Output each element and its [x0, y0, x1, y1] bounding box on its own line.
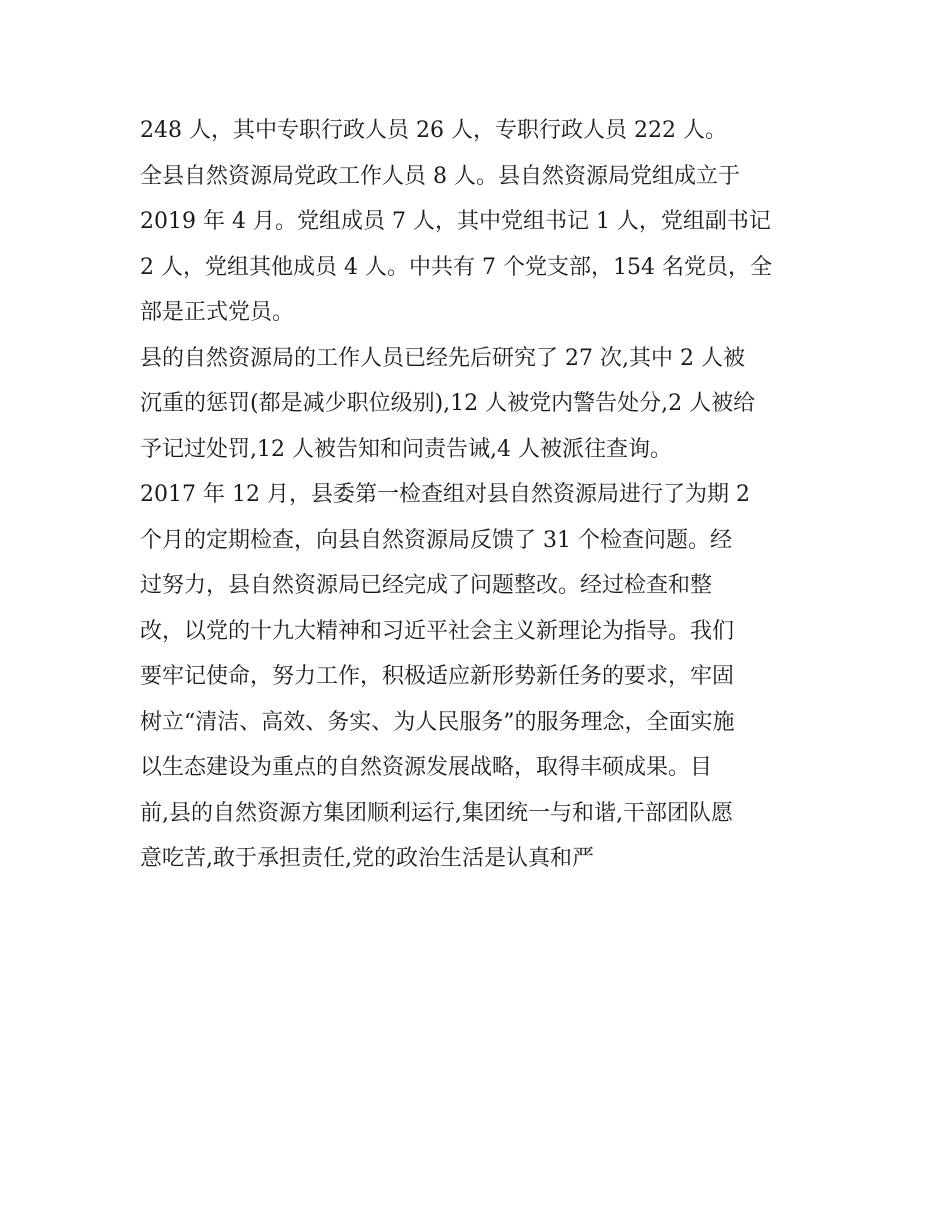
text-line-16: 前,县的自然资源方集团顺利运行,集团统一与和谐,干部团队愿 — [140, 800, 733, 826]
text-line-17: 意吃苦,敢于承担责任,党的政治生活是认真和严 — [140, 846, 594, 871]
text-line-15: 以生态建设为重点的自然资源发展战略，取得丰硕成果。目 — [140, 755, 713, 780]
text-line-14: 树立“清洁、高效、务实、为人民服务”的服务理念，全面实施 — [140, 709, 735, 735]
text-line-10: 个月的定期检查，向县自然资源局反馈了 31 个检查问题。经 — [140, 527, 732, 553]
text-line-12: 改，以党的十九大精神和习近平社会主义新理论为指导。我们 — [140, 618, 735, 644]
text-line-4: 2 人，党组其他成员 4 人。中共有 7 个党支部，154 名党员，全 — [140, 254, 772, 280]
body-text — [140, 108, 820, 882]
text-line-3: 2019 年 4 月。党组成员 7 人，其中党组书记 1 人，党组副书记 — [140, 209, 771, 234]
text-line-1: 248 人，其中专职行政人员 26 人，专职行政人员 222 人。 — [140, 118, 727, 143]
text-line-7: 沉重的惩罚(都是减少职位级别),12 人被党内警告处分,2 人被给 — [140, 391, 756, 416]
text-line-8: 予记过处罚,12 人被告知和问责告诫,4 人被派往查询。 — [140, 436, 672, 462]
text-line-11: 过努力，县自然资源局已经完成了问题整改。经过检查和整 — [140, 573, 713, 598]
text-line-2: 全县自然资源局党政工作人员 8 人。县自然资源局党组成立于 — [140, 163, 740, 189]
text-line-5: 部是正式党员。 — [140, 300, 295, 325]
text-line-6: 县的自然资源局的工作人员已经先后研究了 27 次,其中 2 人被 — [140, 345, 745, 371]
text-line-13: 要牢记使命，努力工作，积极适应新形势新任务的要求，牢固 — [140, 664, 735, 689]
text-line-9: 2017 年 12 月，县委第一检查组对县自然资源局进行了为期 2 — [140, 482, 750, 507]
